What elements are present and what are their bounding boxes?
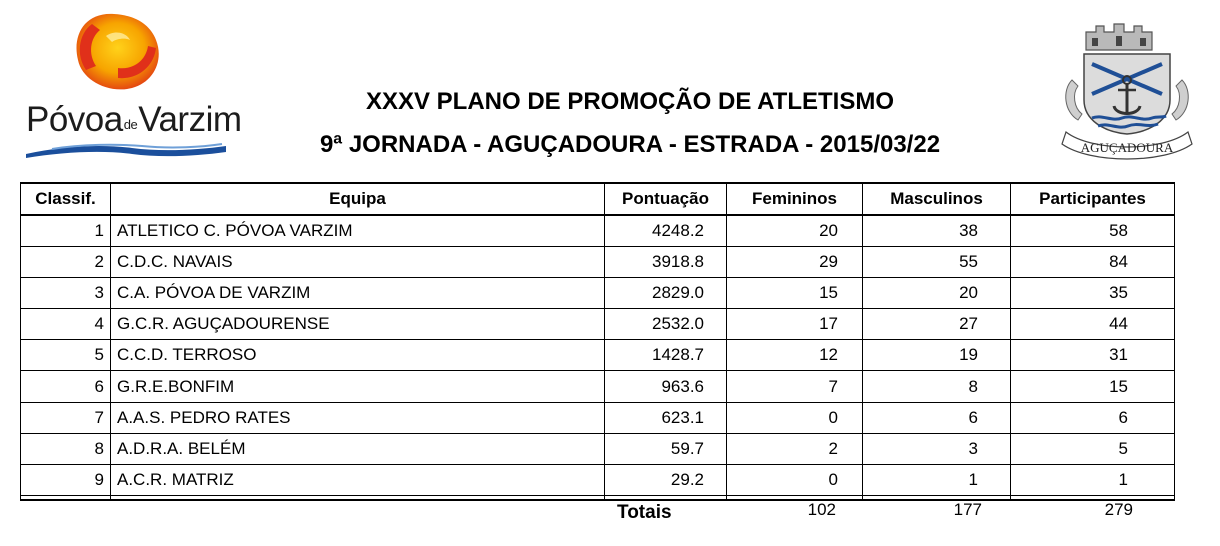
totals-label: Totais — [617, 502, 672, 523]
classif-cell: 4 — [21, 309, 111, 340]
total-femininos: 102 — [807, 500, 836, 519]
participantes-cell: 84 — [1011, 246, 1175, 277]
table-header-row — [21, 183, 1175, 215]
femininos-cell: 0 — [727, 465, 863, 496]
femininos-cell: 29 — [727, 246, 863, 277]
classif-cell: 8 — [21, 433, 111, 464]
femininos-cell: 15 — [727, 277, 863, 308]
pontuacao-cell: 59.7 — [605, 433, 727, 464]
column-header-femininos: Femininos — [727, 183, 863, 215]
classif-cell: 6 — [21, 371, 111, 402]
total-masculinos: 177 — [953, 500, 982, 519]
participantes-cell: 35 — [1011, 277, 1175, 308]
table-bottom-spacer — [21, 496, 1175, 500]
femininos-cell: 12 — [727, 340, 863, 371]
table-row — [21, 465, 1175, 496]
equipa-cell: A.A.S. PEDRO RATES — [111, 402, 605, 433]
pontuacao-cell: 2829.0 — [605, 277, 727, 308]
equipa-cell: C.A. PÓVOA DE VARZIM — [111, 277, 605, 308]
table-row — [21, 402, 1175, 433]
table-row — [21, 277, 1175, 308]
participantes-cell: 5 — [1011, 433, 1175, 464]
pontuacao-cell: 29.2 — [605, 465, 727, 496]
coat-of-arms-motto: AGUÇADOURA — [1080, 140, 1174, 155]
pontuacao-cell: 963.6 — [605, 371, 727, 402]
pontuacao-cell: 4248.2 — [605, 215, 727, 246]
classif-cell: 3 — [21, 277, 111, 308]
participantes-cell: 6 — [1011, 402, 1175, 433]
masculinos-cell: 20 — [863, 277, 1011, 308]
masculinos-cell: 19 — [863, 340, 1011, 371]
table-row — [21, 246, 1175, 277]
masculinos-cell: 27 — [863, 309, 1011, 340]
masculinos-cell: 8 — [863, 371, 1011, 402]
femininos-cell: 7 — [727, 371, 863, 402]
column-header-classif: Classif. — [21, 183, 111, 215]
column-header-equipa: Equipa — [111, 183, 605, 215]
classif-cell: 1 — [21, 215, 111, 246]
classif-cell: 5 — [21, 340, 111, 371]
equipa-cell: A.D.R.A. BELÉM — [111, 433, 605, 464]
masculinos-cell: 1 — [863, 465, 1011, 496]
classif-cell: 9 — [21, 465, 111, 496]
masculinos-cell: 55 — [863, 246, 1011, 277]
equipa-cell: C.D.C. NAVAIS — [111, 246, 605, 277]
femininos-cell: 17 — [727, 309, 863, 340]
pontuacao-cell: 623.1 — [605, 402, 727, 433]
masculinos-cell: 3 — [863, 433, 1011, 464]
participantes-cell: 1 — [1011, 465, 1175, 496]
table-row — [21, 215, 1175, 246]
table-row — [21, 309, 1175, 340]
equipa-cell: C.C.D. TERROSO — [111, 340, 605, 371]
column-header-pontuacao: Pontuação — [605, 183, 727, 215]
participantes-cell: 31 — [1011, 340, 1175, 371]
column-header-masculinos: Masculinos — [863, 183, 1011, 215]
equipa-cell: ATLETICO C. PÓVOA VARZIM — [111, 215, 605, 246]
table-row — [21, 371, 1175, 402]
masculinos-cell: 38 — [863, 215, 1011, 246]
masculinos-cell: 6 — [863, 402, 1011, 433]
classif-cell: 7 — [21, 402, 111, 433]
equipa-cell: G.C.R. AGUÇADOURENSE — [111, 309, 605, 340]
pontuacao-cell: 1428.7 — [605, 340, 727, 371]
participantes-cell: 44 — [1011, 309, 1175, 340]
page-title: XXXV PLANO DE PROMOÇÃO DE ATLETISMO — [365, 88, 895, 115]
equipa-cell: A.C.R. MATRIZ — [111, 465, 605, 496]
participantes-cell: 15 — [1011, 371, 1175, 402]
pontuacao-cell: 3918.8 — [605, 246, 727, 277]
pontuacao-cell: 2532.0 — [605, 309, 727, 340]
page-subtitle: 9ª JORNADA - AGUÇADOURA - ESTRADA - 2015/03/22 — [319, 131, 941, 158]
results-table — [20, 182, 1175, 501]
table-row — [21, 340, 1175, 371]
equipa-cell: G.R.E.BONFIM — [111, 371, 605, 402]
classif-cell: 2 — [21, 246, 111, 277]
table-row — [21, 433, 1175, 464]
column-header-participantes: Participantes — [1011, 183, 1175, 215]
participantes-cell: 58 — [1011, 215, 1175, 246]
femininos-cell: 0 — [727, 402, 863, 433]
femininos-cell: 2 — [727, 433, 863, 464]
logo-wordmark: PóvoadeVarzim — [26, 100, 242, 139]
femininos-cell: 20 — [727, 215, 863, 246]
total-participantes: 279 — [1104, 500, 1133, 519]
